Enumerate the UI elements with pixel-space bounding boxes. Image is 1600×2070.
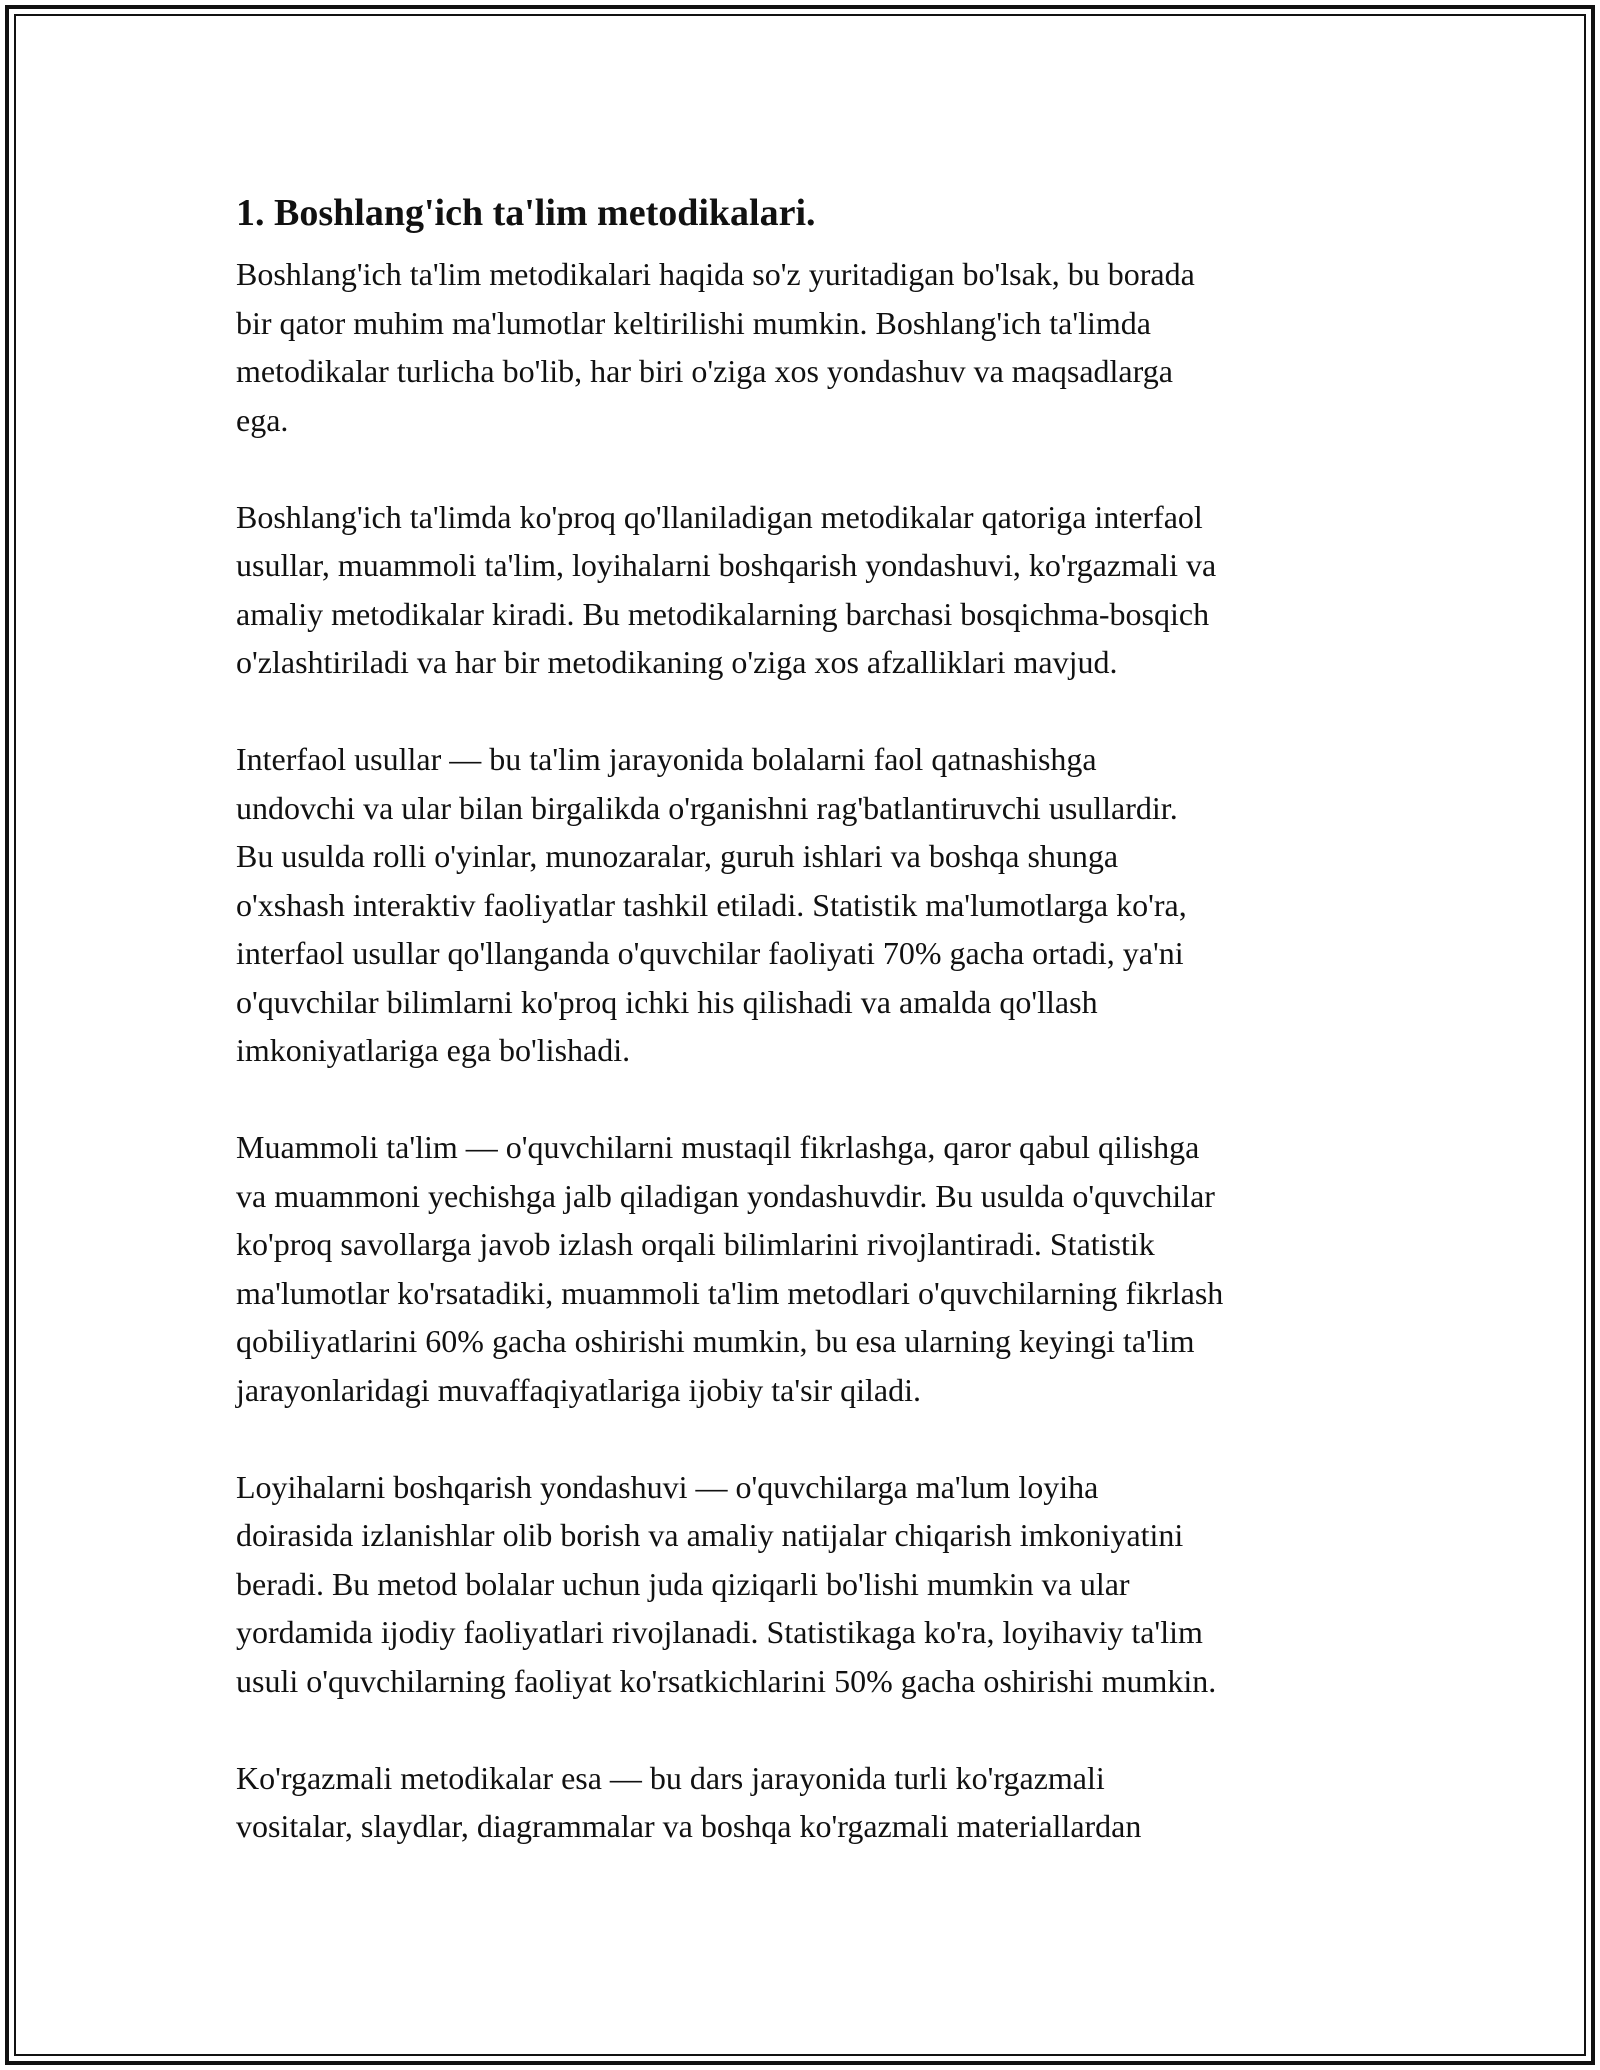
text-line: imkoniyatlariga ega bo'lishadi. xyxy=(236,1032,631,1068)
paragraph-intro xyxy=(236,250,1371,444)
text-line: doirasida izlanishlar olib borish va amaliy natijalar chiqarish imkoniyatini xyxy=(236,1517,1184,1553)
text-line: o'zlashtiriladi va har bir metodikaning o'ziga xos afzalliklari mavjud. xyxy=(236,644,1118,680)
text-line: Ko'rgazmali metodikalar esa — bu dars jarayonida turli ko'rgazmali xyxy=(236,1759,1105,1796)
text-line: Boshlang'ich ta'limda ko'proq qo'llaniladigan metodikalar qatoriga interfaol xyxy=(236,498,1203,535)
text-line: usullar, muammoli ta'lim, loyihalarni boshqarish yondashuvi, ko'rgazmali va xyxy=(236,547,1217,583)
text-line: Loyihalarni boshqarish yondashuvi — o'quvchilarga ma'lum loyiha xyxy=(236,1468,1099,1505)
text-line: ega. xyxy=(236,401,289,438)
text-line: ko'proq savollarga javob izlash orqali bilimlarini rivojlantiradi. Statistik xyxy=(236,1226,1155,1262)
text-line: amaliy metodikalar kiradi. Bu metodikalarning barchasi bosqichma-bosqich xyxy=(236,595,1210,632)
text-line: ma'lumotlar ko'rsatadiki, muammoli ta'lim metodlari o'quvchilarning fikrlash xyxy=(236,1274,1224,1311)
text-line: Interfaol usullar — bu ta'lim jarayonida bolalarni faol qatnashishga xyxy=(236,741,1097,777)
text-line: beradi. Bu metod bolalar uchun juda qiziqarli bo'lishi mumkin va ular xyxy=(236,1565,1130,1602)
text-line: qobiliyatlarini 60% gacha oshirishi mumkin, bu esa ularning keyingi ta'lim xyxy=(236,1323,1195,1359)
paragraph-interactive-methods xyxy=(236,735,1371,1075)
paragraph-visual-methods xyxy=(236,1754,1371,1851)
document-body xyxy=(236,186,1371,1899)
paragraph-problem-based-learning xyxy=(236,1123,1371,1414)
text-line: o'quvchilar bilimlarni ko'proq ichki his qilishadi va amalda qo'llash xyxy=(236,983,1098,1020)
text-line: Muammoli ta'lim — o'quvchilarni mustaqil fikrlashga, qaror qabul qilishga xyxy=(236,1129,1200,1165)
text-line: Bu usulda rolli o'yinlar, munozaralar, guruh ishlari va boshqa shunga xyxy=(236,838,1119,874)
paragraph-methods-overview xyxy=(236,493,1371,687)
text-line: yordamida ijodiy faoliyatlari rivojlanadi. Statistikaga ko'ra, loyihaviy ta'lim xyxy=(236,1614,1203,1650)
text-line: vositalar, slaydlar, diagrammalar va boshqa ko'rgazmali materiallardan xyxy=(236,1808,1142,1844)
section-heading: 1. Boshlang'ich ta'lim metodikalari. xyxy=(236,192,816,234)
text-line: Boshlang'ich ta'lim metodikalari haqida so'z yuritadigan bo'lsak, bu borada xyxy=(236,256,1195,292)
text-line: interfaol usullar qo'llanganda o'quvchilar faoliyati 70% gacha ortadi, ya'ni xyxy=(236,935,1184,971)
text-line: undovchi va ular bilan birgalikda o'rganishni rag'batlantiruvchi usullardir. xyxy=(236,789,1178,826)
paragraph-project-management xyxy=(236,1463,1371,1706)
text-line: jarayonlaridagi muvaffaqiyatlariga ijobiy ta'sir qiladi. xyxy=(236,1371,921,1408)
text-line: usuli o'quvchilarning faoliyat ko'rsatkichlarini 50% gacha oshirishi mumkin. xyxy=(236,1662,1217,1699)
text-line: bir qator muhim ma'lumotlar keltirilishi mumkin. Boshlang'ich ta'limda xyxy=(236,304,1151,341)
text-line: metodikalar turlicha bo'lib, har biri o'ziga xos yondashuv va maqsadlarga xyxy=(236,353,1173,389)
text-line: va muammoni yechishga jalb qiladigan yondashuvdir. Bu usulda o'quvchilar xyxy=(236,1177,1215,1214)
text-line: o'xshash interaktiv faoliyatlar tashkil etiladi. Statistik ma'lumotlarga ko'ra, xyxy=(236,886,1187,923)
